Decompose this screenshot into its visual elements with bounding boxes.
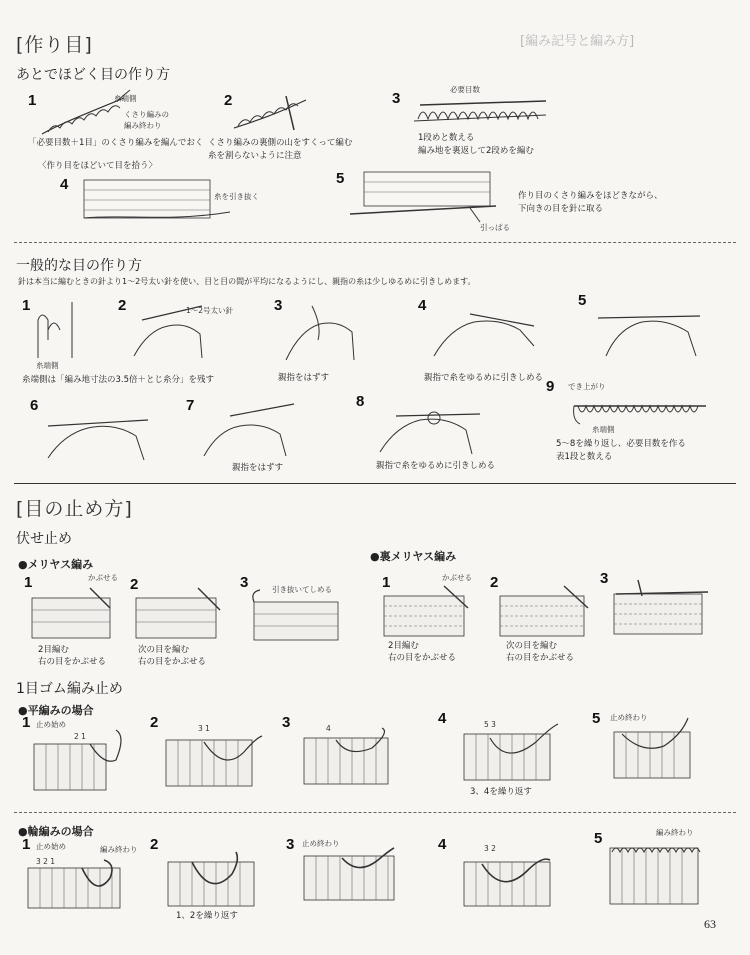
caption: 親指で糸をゆるめに引きしめる: [424, 373, 544, 383]
rib-fabric-illustration: [302, 728, 402, 788]
label-bind-end: 止め終わり: [302, 839, 340, 848]
rib-round-illustration: [166, 852, 262, 908]
hand-illustration: [28, 300, 88, 360]
stitch-order-marks: 5 3: [484, 720, 496, 729]
step-number: 2: [150, 714, 159, 731]
hand-illustration: [430, 300, 540, 360]
label-pull: 引っぱる: [480, 223, 510, 232]
bleed-through-title: [編み記号と編み方]: [520, 34, 635, 49]
knit-fabric-illustration: [134, 588, 224, 640]
caption: 右の目をかぶせる: [388, 653, 457, 663]
purl-fabric-illustration: [382, 586, 472, 638]
step-number: 1: [28, 92, 37, 109]
rib-fabric-illustration: [164, 732, 264, 788]
step-number: 5: [578, 292, 587, 309]
step-number: 3: [274, 297, 283, 314]
caption: 1、2を繰り返す: [176, 911, 238, 921]
rib-round-illustration: [462, 852, 558, 908]
subtitle-provisional-cast-on: あとでほどく目の作り方: [16, 67, 170, 83]
subtitle-basic-bind-off: 伏せ止め: [16, 531, 72, 547]
caption: 糸を割らないように注意: [208, 151, 302, 161]
reverse-stockinette-title: ●裏メリヤス編み: [370, 550, 457, 563]
rib-fabric-illustration: [612, 724, 696, 780]
hand-illustration: [596, 298, 706, 360]
stitch-order-marks: 3 2: [484, 844, 496, 853]
caption: 表1段と数える: [556, 452, 613, 462]
label-yarn-end: 糸端側: [592, 425, 615, 434]
caption: 右の目をかぶせる: [506, 653, 575, 663]
step-number: 1: [22, 836, 31, 853]
caption: 親指をはずす: [232, 463, 284, 473]
label-thicker-needle: 1〜2号太い針: [186, 306, 234, 315]
caption: 下向きの目を針に取る: [518, 204, 604, 214]
fabric-illustration: [350, 170, 510, 220]
caption: 親指をはずす: [278, 373, 330, 383]
section-title-bind-off: [目の止め方]: [16, 498, 133, 520]
flat-knitting-title: ●平編みの場合: [18, 704, 94, 717]
label-bind-end: 止め終わり: [610, 713, 648, 722]
step-number: 2: [150, 836, 159, 853]
label-chain-end-a: くさり編みの: [124, 110, 169, 119]
stockinette-title: ●メリヤス編み: [18, 558, 94, 571]
step-number: 1: [22, 714, 31, 731]
step-number: 5: [336, 170, 345, 187]
step-number: 3: [600, 570, 609, 587]
section-divider: [14, 483, 736, 484]
round-knitting-title: ●輪編みの場合: [18, 825, 94, 838]
caption: 編み地を裏返して2段めを編む: [418, 146, 534, 156]
step-number: 3: [392, 90, 401, 107]
caption: 「必要目数＋1目」のくさり編みを編んでおく: [28, 138, 204, 148]
label-pass-over: かぶせる: [442, 573, 472, 582]
rib-round-illustration: [302, 846, 402, 902]
rib-fabric-illustration: [462, 726, 562, 784]
purl-fabric-illustration: [498, 586, 592, 638]
step-number: 2: [118, 297, 127, 314]
caption: 右の目をかぶせる: [38, 657, 107, 667]
section-title-cast-on: [作り目]: [16, 34, 93, 56]
stitch-order-marks: 4: [326, 724, 331, 733]
caption: 親指で糸をゆるめに引きしめる: [376, 461, 496, 471]
step-number: 2: [224, 92, 233, 109]
subtitle-rib-bind-off: 1目ゴム編み止め: [16, 681, 123, 697]
knit-row-illustration: [410, 95, 550, 125]
hand-illustration: [44, 400, 154, 462]
step-number: 1: [22, 297, 31, 314]
hand-illustration: [200, 400, 300, 458]
label-knit-end: 編み終わり: [100, 845, 138, 854]
step-number: 6: [30, 397, 39, 414]
step-number: 5: [592, 710, 601, 727]
step-number: 4: [438, 836, 447, 853]
label-pass-over: かぶせる: [88, 573, 118, 582]
hand-illustration: [282, 300, 362, 362]
hand-illustration: [376, 396, 486, 456]
stitch-order-marks: 2 1: [74, 732, 86, 741]
rib-fabric-illustration: [30, 736, 126, 792]
step-number: 4: [438, 710, 447, 727]
label-pull-yarn: 糸を引き抜く: [214, 192, 259, 201]
step-number: 9: [546, 378, 555, 395]
rib-round-illustration: [608, 838, 704, 910]
label-knit-end: 編み終わり: [656, 828, 694, 837]
label-yarn-end: 糸端側: [114, 94, 137, 103]
knit-fabric-illustration: [250, 596, 346, 642]
label-yarn-end: 糸端側: [36, 361, 59, 370]
step-number: 5: [594, 830, 603, 847]
intro-text: 針は本当に編むときの針より1〜2号太い針を使い、目と目の間が平均になるようにし、親指の糸は少しゆるめに引きしめます。: [18, 277, 476, 286]
caption: 次の目を編む: [506, 641, 558, 651]
caption: 右の目をかぶせる: [138, 657, 207, 667]
caption: 5〜8を繰り返し、必要目数を作る: [556, 439, 686, 449]
pickup-illustration: [232, 92, 312, 132]
caption: 次の目を編む: [138, 645, 190, 655]
step-number: 3: [282, 714, 291, 731]
step-number: 3: [240, 574, 249, 591]
rib-round-illustration: [26, 858, 126, 912]
knit-fabric-illustration: [30, 588, 114, 640]
caption: くさり編みの裏側の山をすくって編む: [208, 138, 353, 148]
caption: 1段めと数える: [418, 133, 475, 143]
step-number: 2: [490, 574, 499, 591]
purl-fabric-illustration: [612, 580, 710, 638]
step-number: 3: [286, 836, 295, 853]
cast-on-needle-illustration: [570, 396, 710, 426]
stitch-order-marks: 3 2 1: [36, 857, 56, 866]
stitch-order-marks: 3 1: [198, 724, 210, 733]
step-number: 2: [130, 576, 139, 593]
label-finished: でき上がり: [568, 382, 606, 391]
step-number: 8: [356, 393, 365, 410]
subtitle-general-cast-on: 一般的な目の作り方: [16, 258, 142, 274]
caption: 2目編む: [38, 645, 69, 655]
step-number: 1: [24, 574, 33, 591]
step-number: 7: [186, 397, 195, 414]
label-bind-start: 止め始め: [36, 842, 66, 851]
section-divider: [14, 812, 736, 813]
step-number: 1: [382, 574, 391, 591]
caption: 3、4を繰り返す: [470, 787, 532, 797]
label-pull-through: 引き抜いてしめる: [272, 585, 332, 594]
step-number: 4: [418, 297, 427, 314]
caption: 2目編む: [388, 641, 419, 651]
caption: 作り目のくさり編みをほどきながら、: [518, 191, 663, 201]
caption: 糸端側は「編み地寸法の3.5倍＋とじ糸分」を残す: [22, 375, 215, 385]
page-number: 63: [704, 917, 716, 931]
section-divider: [14, 242, 736, 243]
label-bind-start: 止め始め: [36, 720, 66, 729]
step-number: 4: [60, 176, 69, 193]
label-chain-end-b: 編み終わり: [124, 121, 162, 130]
label-required-stitches: 必要目数: [450, 85, 480, 94]
pickup-heading: 〈作り目をほどいて目を拾う〉: [38, 161, 158, 171]
